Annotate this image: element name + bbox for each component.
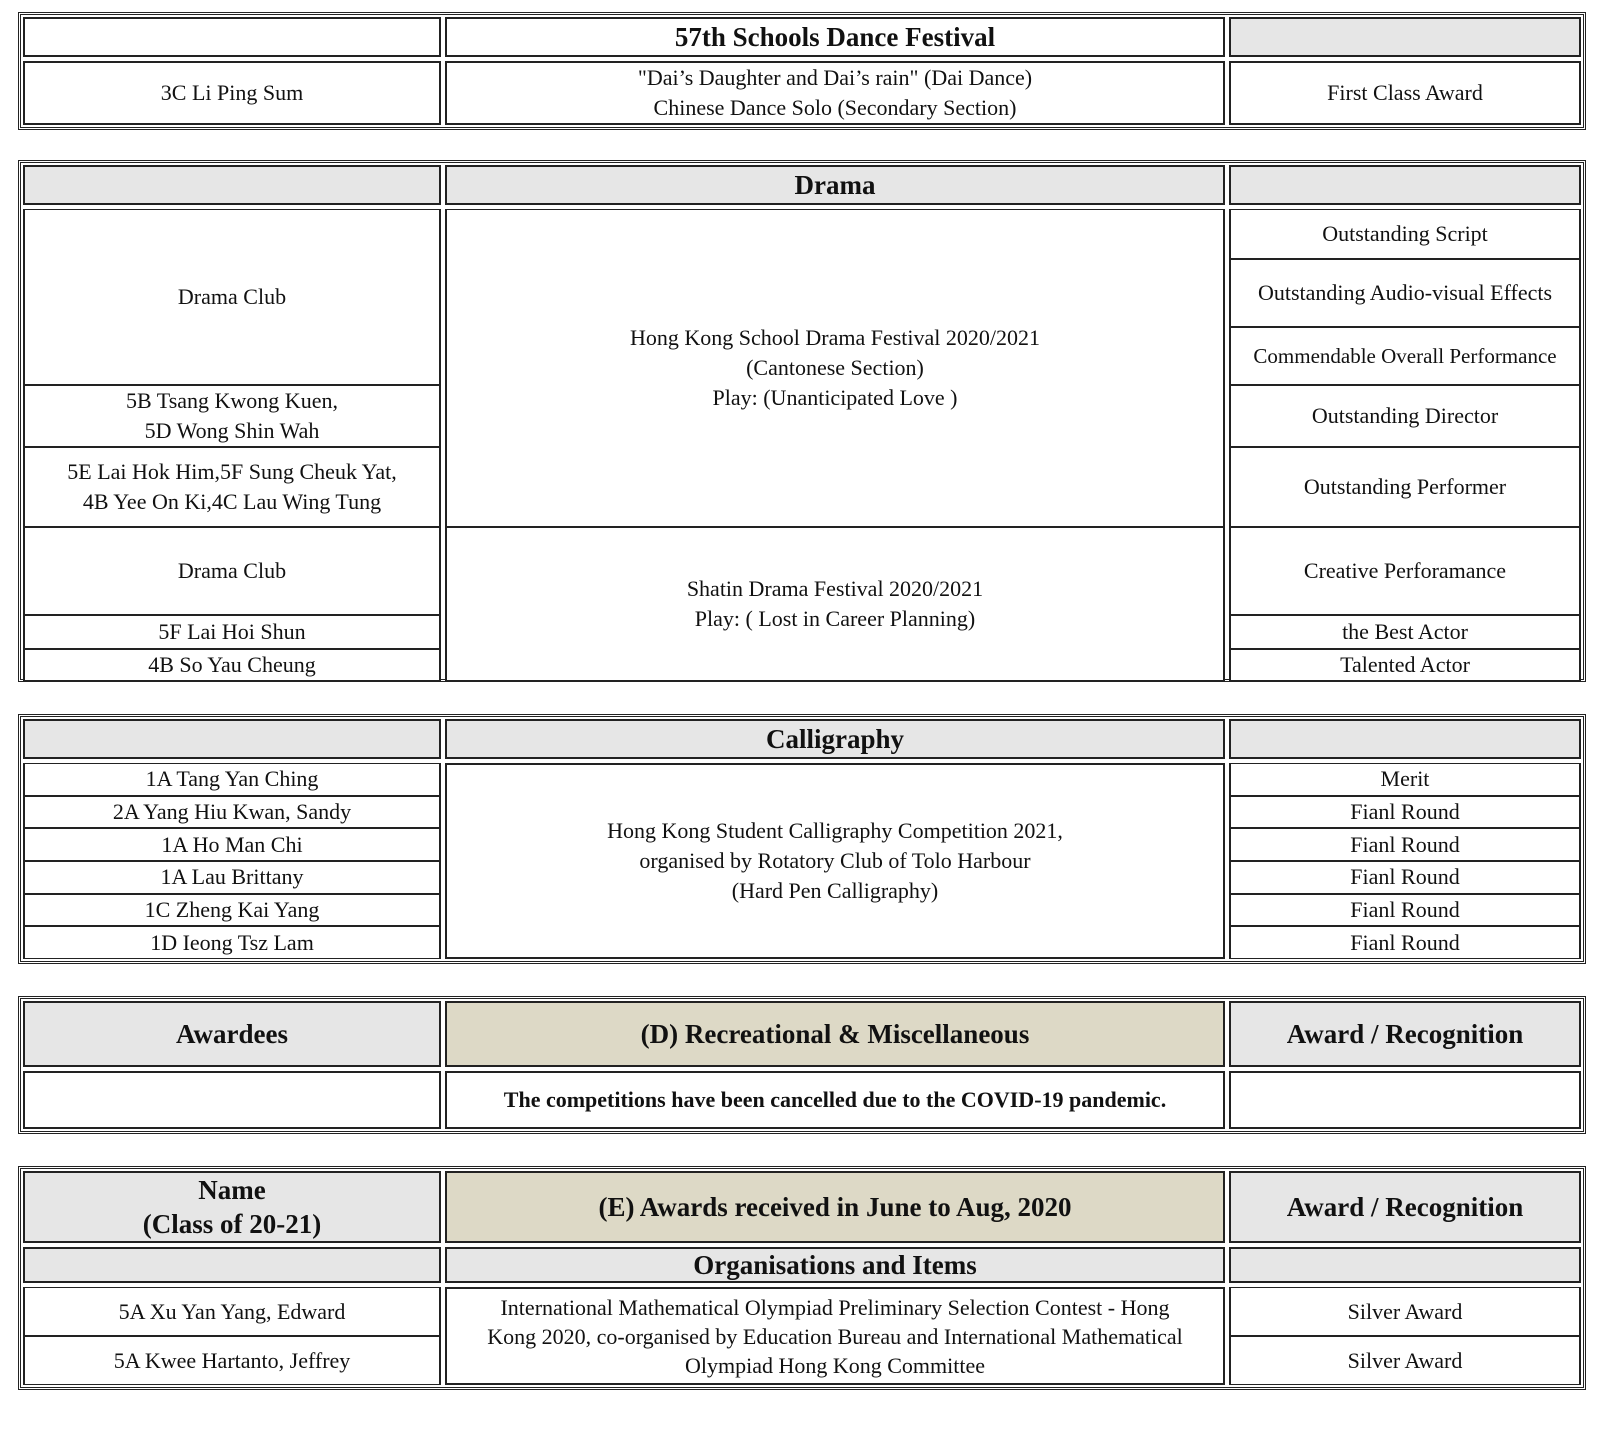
calligraphy-award: Fianl Round (1229, 796, 1581, 829)
calligraphy-name: 1C Zheng Kai Yang (23, 894, 441, 927)
drama-award: Outstanding Director (1229, 385, 1581, 447)
drama-festival-hk (445, 209, 1225, 527)
calligraphy-award: Fianl Round (1229, 861, 1581, 894)
dance-award: First Class Award (1229, 61, 1581, 125)
dance-item-line2: Chinese Dance Solo (Secondary Section) (653, 95, 1017, 120)
drama-header-blank-left (23, 165, 441, 205)
drama-award: Creative Perforamance (1229, 527, 1581, 615)
drama-festival-line: (Cantonese Section) (746, 355, 924, 380)
summer-names-column (23, 1287, 441, 1385)
drama-awardee-line: 5D Wong Shin Wah (144, 418, 320, 443)
dance-festival-table (18, 12, 1586, 130)
calligraphy-header-blank-right (1229, 719, 1581, 759)
summer-name: 5A Kwee Hartanto, Jeffrey (23, 1336, 441, 1385)
drama-festivals-column (445, 209, 1225, 681)
drama-awardee: Drama Club (23, 527, 441, 615)
summer-name: 5A Xu Yan Yang, Edward (23, 1287, 441, 1336)
calligraphy-item-line: organised by Rotatory Club of Tolo Harbour (639, 848, 1031, 873)
calligraphy-item-line: Hong Kong Student Calligraphy Competition 2021, (607, 818, 1063, 843)
dance-item (445, 61, 1225, 125)
summer-col-award: Award / Recognition (1229, 1171, 1581, 1243)
calligraphy-name: 1A Ho Man Chi (23, 828, 441, 861)
drama-award: Commendable Overall Performance (1229, 327, 1581, 385)
summer-col-title: (E) Awards received in June to Aug, 2020 (445, 1171, 1225, 1243)
recreational-col-awardees: Awardees (23, 1001, 441, 1067)
calligraphy-award: Merit (1229, 763, 1581, 796)
drama-award: the Best Actor (1229, 615, 1581, 649)
summer-col-name-line: (Class of 20-21) (142, 1209, 322, 1239)
dance-header-blank-left (23, 17, 441, 57)
summer-col-name-line: Name (198, 1175, 266, 1205)
calligraphy-name: 1A Lau Brittany (23, 861, 441, 894)
drama-awardee (23, 447, 441, 527)
summer-sub-blank-left (23, 1247, 441, 1283)
summer-awards-column (1229, 1287, 1581, 1385)
calligraphy-awards-column (1229, 763, 1581, 959)
drama-awardee (23, 385, 441, 447)
drama-awardee: 5F Lai Hoi Shun (23, 615, 441, 649)
drama-awardee-line: 5B Tsang Kwong Kuen, (126, 388, 338, 413)
dance-header-title: 57th Schools Dance Festival (445, 17, 1225, 57)
calligraphy-award: Fianl Round (1229, 926, 1581, 959)
drama-festival-line: Play: ( Lost in Career Planning) (694, 606, 976, 631)
recreational-col-title: (D) Recreational & Miscellaneous (445, 1001, 1225, 1067)
summer-item-line: Kong 2020, co-organised by Education Bureau and International Mathematical (487, 1323, 1183, 1349)
drama-festival-shatin (445, 527, 1225, 681)
dance-item-line1: "Dai’s Daughter and Dai’s rain" (Dai Dance) (637, 65, 1033, 90)
drama-award: Talented Actor (1229, 649, 1581, 681)
calligraphy-item (445, 763, 1225, 959)
recreational-table (18, 996, 1586, 1134)
recreational-blank-left (23, 1071, 441, 1129)
summer-col-name (23, 1171, 441, 1243)
recreational-note: The competitions have been cancelled due to the COVID-19 pandemic. (445, 1071, 1225, 1129)
calligraphy-name: 1A Tang Yan Ching (23, 763, 441, 796)
summer-award: Silver Award (1229, 1287, 1581, 1336)
calligraphy-names-column (23, 763, 441, 959)
drama-table (18, 160, 1586, 682)
drama-awardee: 4B So Yau Cheung (23, 649, 441, 681)
drama-festival-line: Shatin Drama Festival 2020/2021 (686, 576, 984, 601)
calligraphy-name: 2A Yang Hiu Kwan, Sandy (23, 796, 441, 829)
dance-awardee: 3C Li Ping Sum (23, 61, 441, 125)
summer-item-line: Olympiad Hong Kong Committee (684, 1352, 986, 1378)
drama-award: Outstanding Performer (1229, 447, 1581, 527)
drama-header-title: Drama (445, 165, 1225, 205)
summer-awards-table (18, 1166, 1586, 1390)
drama-festival-line: Hong Kong School Drama Festival 2020/2021 (629, 325, 1041, 350)
drama-awardee-line: 4B Yee On Ki,4C Lau Wing Tung (82, 489, 382, 514)
dance-header-blank-right (1229, 17, 1581, 57)
summer-subheader: Organisations and Items (445, 1247, 1225, 1283)
summer-award: Silver Award (1229, 1336, 1581, 1385)
recreational-blank-right (1229, 1071, 1581, 1129)
drama-awards-column (1229, 209, 1581, 681)
calligraphy-table (18, 714, 1586, 964)
calligraphy-header-title: Calligraphy (445, 719, 1225, 759)
drama-awardee-line: 5E Lai Hok Him,5F Sung Cheuk Yat, (67, 459, 397, 484)
drama-awardee: Drama Club (23, 209, 441, 385)
calligraphy-award: Fianl Round (1229, 828, 1581, 861)
drama-header-blank-right (1229, 165, 1581, 205)
calligraphy-header-blank-left (23, 719, 441, 759)
recreational-col-award: Award / Recognition (1229, 1001, 1581, 1067)
drama-awardees-column (23, 209, 441, 681)
summer-item (445, 1287, 1225, 1385)
calligraphy-award: Fianl Round (1229, 894, 1581, 927)
drama-festival-line: Play: (Unanticipated Love ) (712, 385, 958, 410)
calligraphy-item-line: (Hard Pen Calligraphy) (731, 878, 939, 903)
calligraphy-name: 1D Ieong Tsz Lam (23, 926, 441, 959)
drama-award: Outstanding Audio-visual Effects (1229, 259, 1581, 327)
drama-award: Outstanding Script (1229, 209, 1581, 259)
summer-sub-blank-right (1229, 1247, 1581, 1283)
summer-item-line: International Mathematical Olympiad Preliminary Selection Contest - Hong (500, 1294, 1170, 1320)
